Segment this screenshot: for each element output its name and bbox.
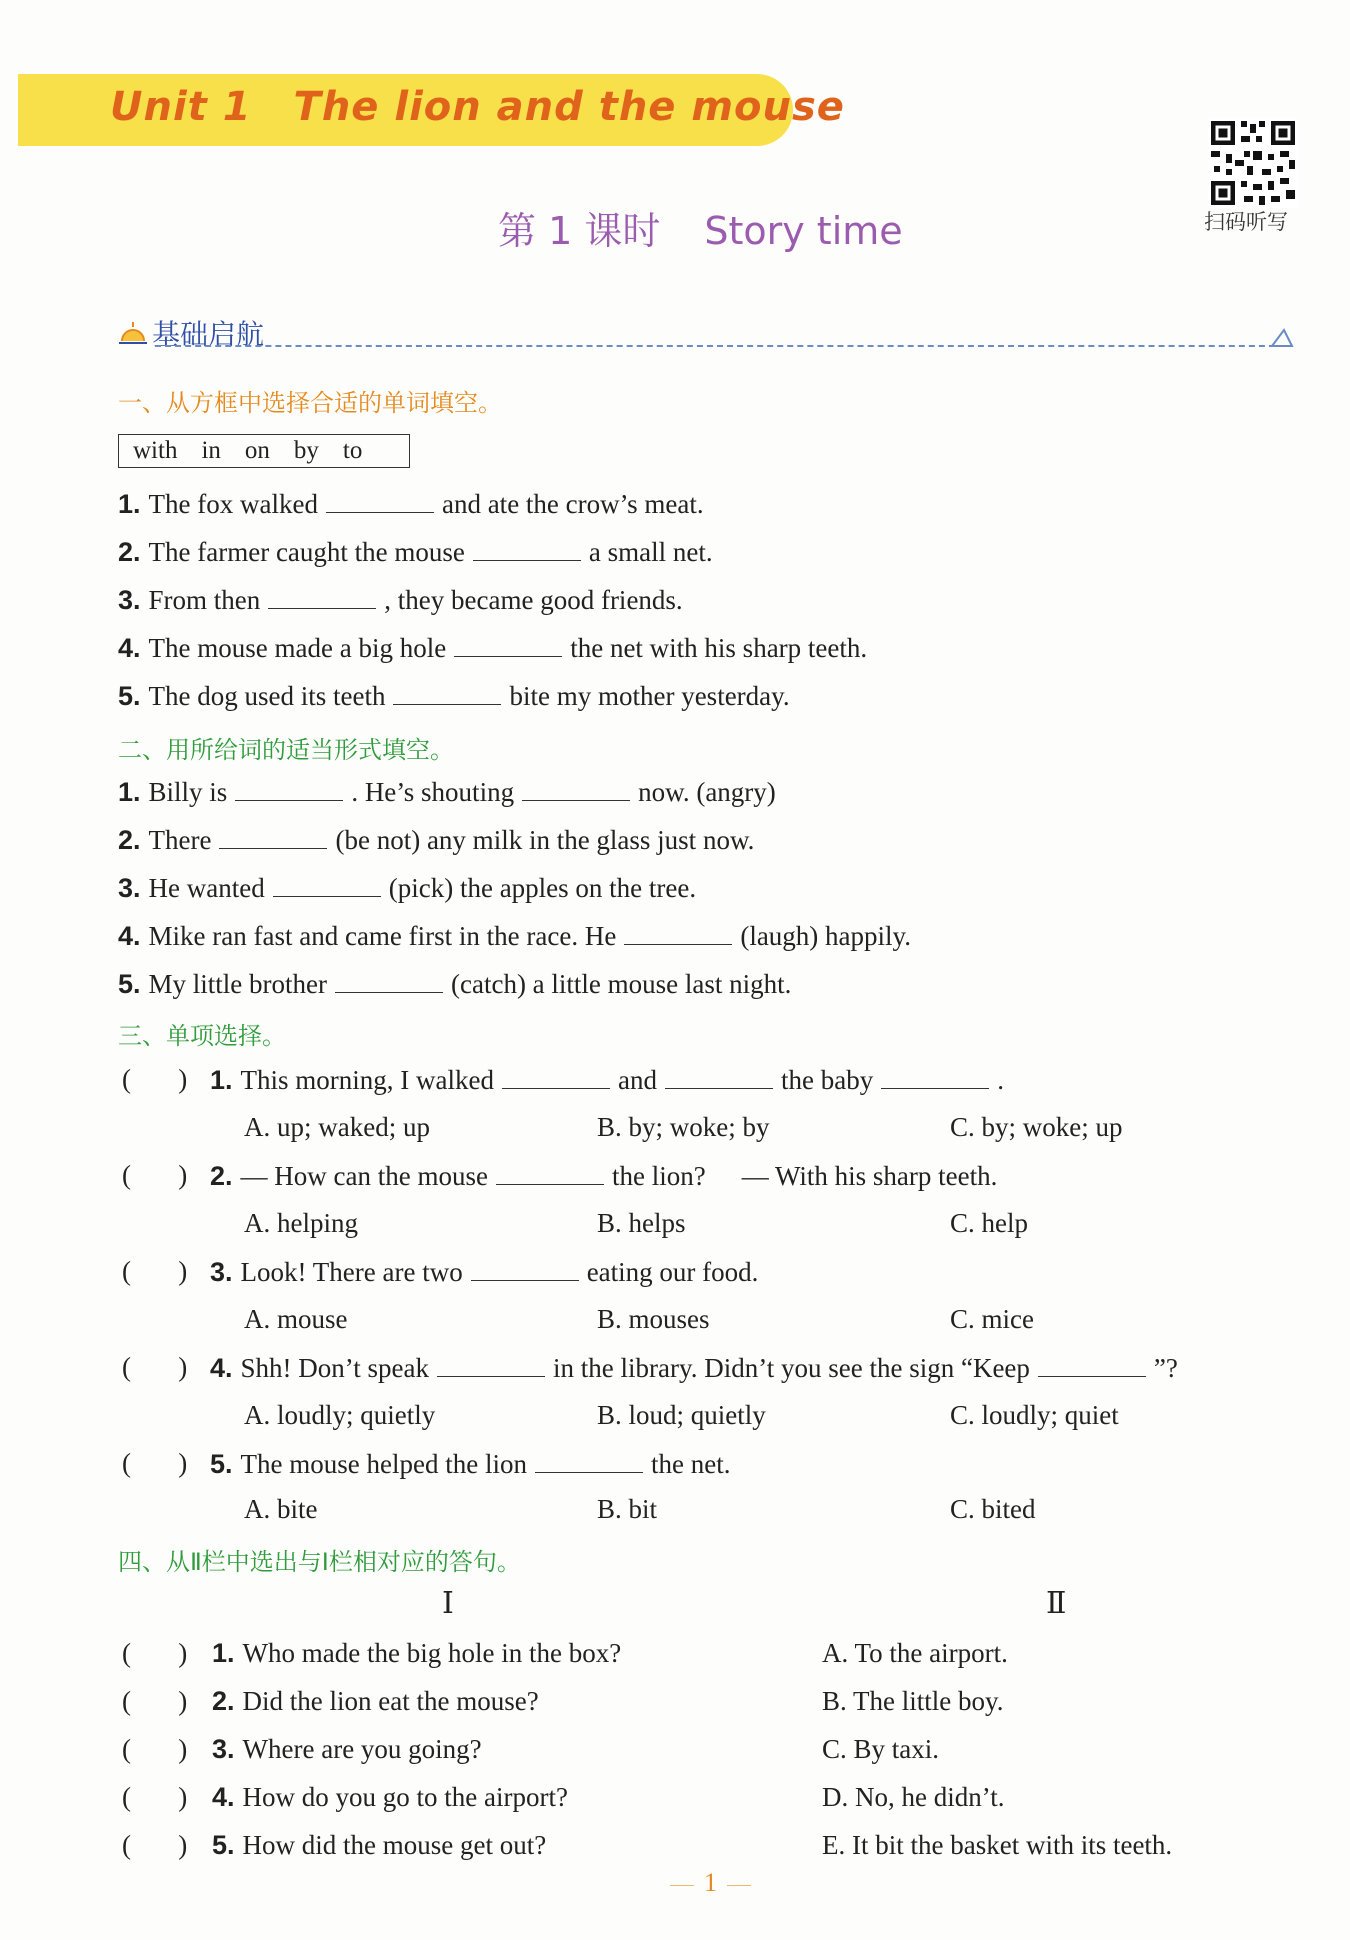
answer-blank[interactable] [502, 1064, 610, 1089]
q2-item-5: 5. My little brother (catch) a little mouse last night. [118, 969, 792, 999]
lesson-title [498, 200, 903, 255]
option-b[interactable]: B. by; woke; by [597, 1112, 770, 1142]
match-question: 3. Where are you going? [212, 1734, 482, 1764]
sail-icon [1270, 328, 1296, 348]
answer-blank[interactable] [326, 488, 434, 513]
section-divider [155, 345, 1285, 347]
word-box [118, 434, 410, 468]
answer-bracket[interactable]: ( ) [122, 1448, 188, 1478]
answer-bracket[interactable]: ( ) [122, 1638, 188, 1668]
match-answer: B. The little boy. [822, 1686, 1004, 1716]
lesson-name: Story time [704, 209, 903, 253]
option-b[interactable]: B. bit [597, 1494, 658, 1524]
match-answer: C. By taxi. [822, 1734, 940, 1764]
q3-title: 三、单项选择。 [118, 1022, 286, 1050]
q2-item-4: 4. Mike ran fast and came first in the race. He (laugh) happily. [118, 921, 912, 951]
option-c[interactable]: C. help [950, 1208, 1028, 1238]
unit-number: Unit 1 [110, 84, 252, 130]
q2-item-1: 1. Billy is . He’s shouting now. (angry) [118, 777, 776, 807]
q3-item-5: 5. The mouse helped the lion the net. [210, 1449, 731, 1479]
answer-blank[interactable] [235, 776, 343, 801]
q1-item-3: 3. From then , they became good friends. [118, 585, 683, 615]
option-c[interactable]: C. bited [950, 1494, 1036, 1524]
answer-blank[interactable] [665, 1064, 773, 1089]
column-2-label: Ⅱ [1046, 1587, 1067, 1620]
q2-item-2: 2. There (be not) any milk in the glass just now. [118, 825, 755, 855]
page-number: 1 [660, 1868, 761, 1898]
answer-bracket[interactable]: ( ) [122, 1686, 188, 1716]
answer-blank[interactable] [273, 872, 381, 897]
unit-title [110, 84, 845, 130]
word-option: on [244, 437, 270, 464]
answer-blank[interactable] [471, 1256, 579, 1281]
answer-blank[interactable] [473, 536, 581, 561]
section-header [118, 313, 264, 353]
q3-item-2: 2. — How can the mouse the lion? — With his sharp teeth. [210, 1161, 998, 1191]
answer-blank[interactable] [393, 680, 501, 705]
match-question: 2. Did the lion eat the mouse? [212, 1686, 539, 1716]
option-a[interactable]: A. helping [244, 1208, 358, 1238]
q3-item-1: 1. This morning, I walked and the baby . [210, 1065, 1004, 1095]
answer-blank[interactable] [496, 1160, 604, 1185]
word-option: in [201, 437, 221, 464]
q1-title: 一、从方框中选择合适的单词填空。 [118, 389, 502, 417]
answer-blank[interactable] [1038, 1352, 1146, 1377]
match-answer: D. No, he didn’t. [822, 1782, 1005, 1812]
match-question: 1. Who made the big hole in the box? [212, 1638, 622, 1668]
option-a[interactable]: A. up; waked; up [244, 1112, 430, 1142]
answer-blank[interactable] [219, 824, 327, 849]
sunrise-icon [118, 321, 148, 347]
answer-bracket[interactable]: ( ) [122, 1830, 188, 1860]
section-title: 基础启航 [152, 318, 265, 351]
answer-blank[interactable] [454, 632, 562, 657]
option-c[interactable]: C. loudly; quiet [950, 1400, 1119, 1430]
option-a[interactable]: A. loudly; quietly [244, 1400, 436, 1430]
match-answer: E. It bit the basket with its teeth. [822, 1830, 1173, 1860]
answer-bracket[interactable]: ( ) [122, 1782, 188, 1812]
q2-title: 二、用所给词的适当形式填空。 [118, 736, 454, 764]
q1-item-1: 1. The fox walked and ate the crow’s meat. [118, 489, 704, 519]
answer-blank[interactable] [268, 584, 376, 609]
lesson-number: 第 1 课时 [498, 209, 661, 253]
answer-blank[interactable] [522, 776, 630, 801]
option-a[interactable]: A. bite [244, 1494, 318, 1524]
word-option: to [342, 437, 363, 464]
q1-item-4: 4. The mouse made a big hole the net with his sharp teeth. [118, 633, 868, 663]
option-b[interactable]: B. helps [597, 1208, 686, 1238]
q1-item-5: 5. The dog used its teeth bite my mother yesterday. [118, 681, 790, 711]
option-b[interactable]: B. loud; quietly [597, 1400, 766, 1430]
q1-item-2: 2. The farmer caught the mouse a small net. [118, 537, 713, 567]
word-option: by [293, 437, 319, 464]
option-c[interactable]: C. by; woke; up [950, 1112, 1123, 1142]
option-c[interactable]: C. mice [950, 1304, 1034, 1334]
q2-item-3: 3. He wanted (pick) the apples on the tree. [118, 873, 697, 903]
q3-item-3: 3. Look! There are two eating our food. [210, 1257, 759, 1287]
option-a[interactable]: A. mouse [244, 1304, 348, 1334]
answer-blank[interactable] [535, 1448, 643, 1473]
match-answer: A. To the airport. [822, 1638, 1008, 1668]
column-1-label: Ⅰ [442, 1587, 454, 1620]
answer-blank[interactable] [335, 968, 443, 993]
option-b[interactable]: B. mouses [597, 1304, 710, 1334]
answer-blank[interactable] [881, 1064, 989, 1089]
qr-code-icon[interactable] [1208, 118, 1298, 208]
answer-blank[interactable] [437, 1352, 545, 1377]
answer-bracket[interactable]: ( ) [122, 1256, 188, 1286]
answer-bracket[interactable]: ( ) [122, 1064, 188, 1094]
match-question: 5. How did the mouse get out? [212, 1830, 547, 1860]
qr-label: 扫码听写 [1204, 210, 1288, 234]
match-question: 4. How do you go to the airport? [212, 1782, 568, 1812]
answer-blank[interactable] [624, 920, 732, 945]
answer-bracket[interactable]: ( ) [122, 1352, 188, 1382]
q3-item-4: 4. Shh! Don’t speak in the library. Didn’t you see the sign “Keep ”? [210, 1353, 1178, 1383]
unit-name: The lion and the mouse [293, 84, 845, 130]
word-option: with [133, 437, 178, 464]
q4-title: 四、从Ⅱ栏中选出与Ⅰ栏相对应的答句。 [118, 1548, 521, 1576]
answer-bracket[interactable]: ( ) [122, 1734, 188, 1764]
answer-bracket[interactable]: ( ) [122, 1160, 188, 1190]
